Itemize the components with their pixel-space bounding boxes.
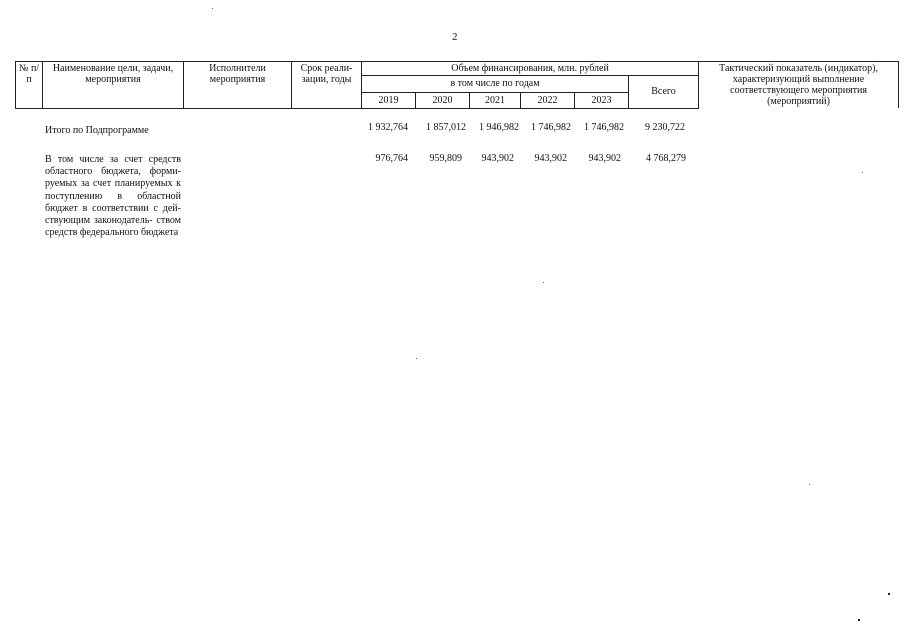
row-regional-2021: 943,902 [481, 153, 514, 164]
header-indicator: Тактический показатель (индикатор), характеризующий выполнение соответствующего мероприятия (мероприятий) [699, 62, 899, 109]
row-total-2023: 1 746,982 [584, 122, 624, 133]
scan-speck [858, 619, 860, 621]
header-funding: Объем финансирования, млн. рублей [362, 62, 699, 76]
row-total-2021: 1 946,982 [479, 122, 519, 133]
row-total-label: Итого по Подпрограмме [45, 125, 149, 136]
header-executors: Исполнители мероприятия [184, 62, 292, 109]
page-number: 2 [452, 31, 458, 43]
header-year-2023: 2023 [575, 92, 629, 108]
scan-speck [416, 358, 417, 359]
header-year-2020: 2020 [416, 92, 470, 108]
row-regional-2020: 959,809 [429, 153, 462, 164]
row-regional-label: В том числе за счет средств областного бюджета, форми- руемых за счет планируемых к поступлению в областной бюджет в соответствии с дей- ствующим законодатель- ством средств федерального бюджета [45, 154, 181, 239]
row-total-2022: 1 746,982 [531, 122, 571, 133]
row-total-sum: 9 230,722 [645, 122, 685, 133]
row-total-2020: 1 857,012 [426, 122, 466, 133]
funding-table-header [15, 61, 899, 109]
row-regional-2022: 943,902 [534, 153, 567, 164]
header-by-years: в том числе по годам [362, 76, 629, 93]
scan-speck [888, 593, 890, 595]
header-number: № п/п [16, 62, 43, 109]
header-year-2019: 2019 [362, 92, 416, 108]
header-total: Всего [629, 76, 699, 109]
scan-speck [543, 282, 544, 283]
scan-speck [212, 8, 213, 9]
header-year-2021: 2021 [470, 92, 521, 108]
scan-speck [862, 172, 863, 173]
row-regional-2023: 943,902 [588, 153, 621, 164]
row-regional-sum: 4 768,279 [646, 153, 686, 164]
row-regional-2019: 976,764 [375, 153, 408, 164]
scan-speck [809, 484, 810, 485]
header-name: Наименование цели, задачи, мероприятия [43, 62, 184, 109]
header-year-2022: 2022 [521, 92, 575, 108]
row-total-2019: 1 932,764 [368, 122, 408, 133]
header-term: Срок реали- зации, годы [292, 62, 362, 109]
